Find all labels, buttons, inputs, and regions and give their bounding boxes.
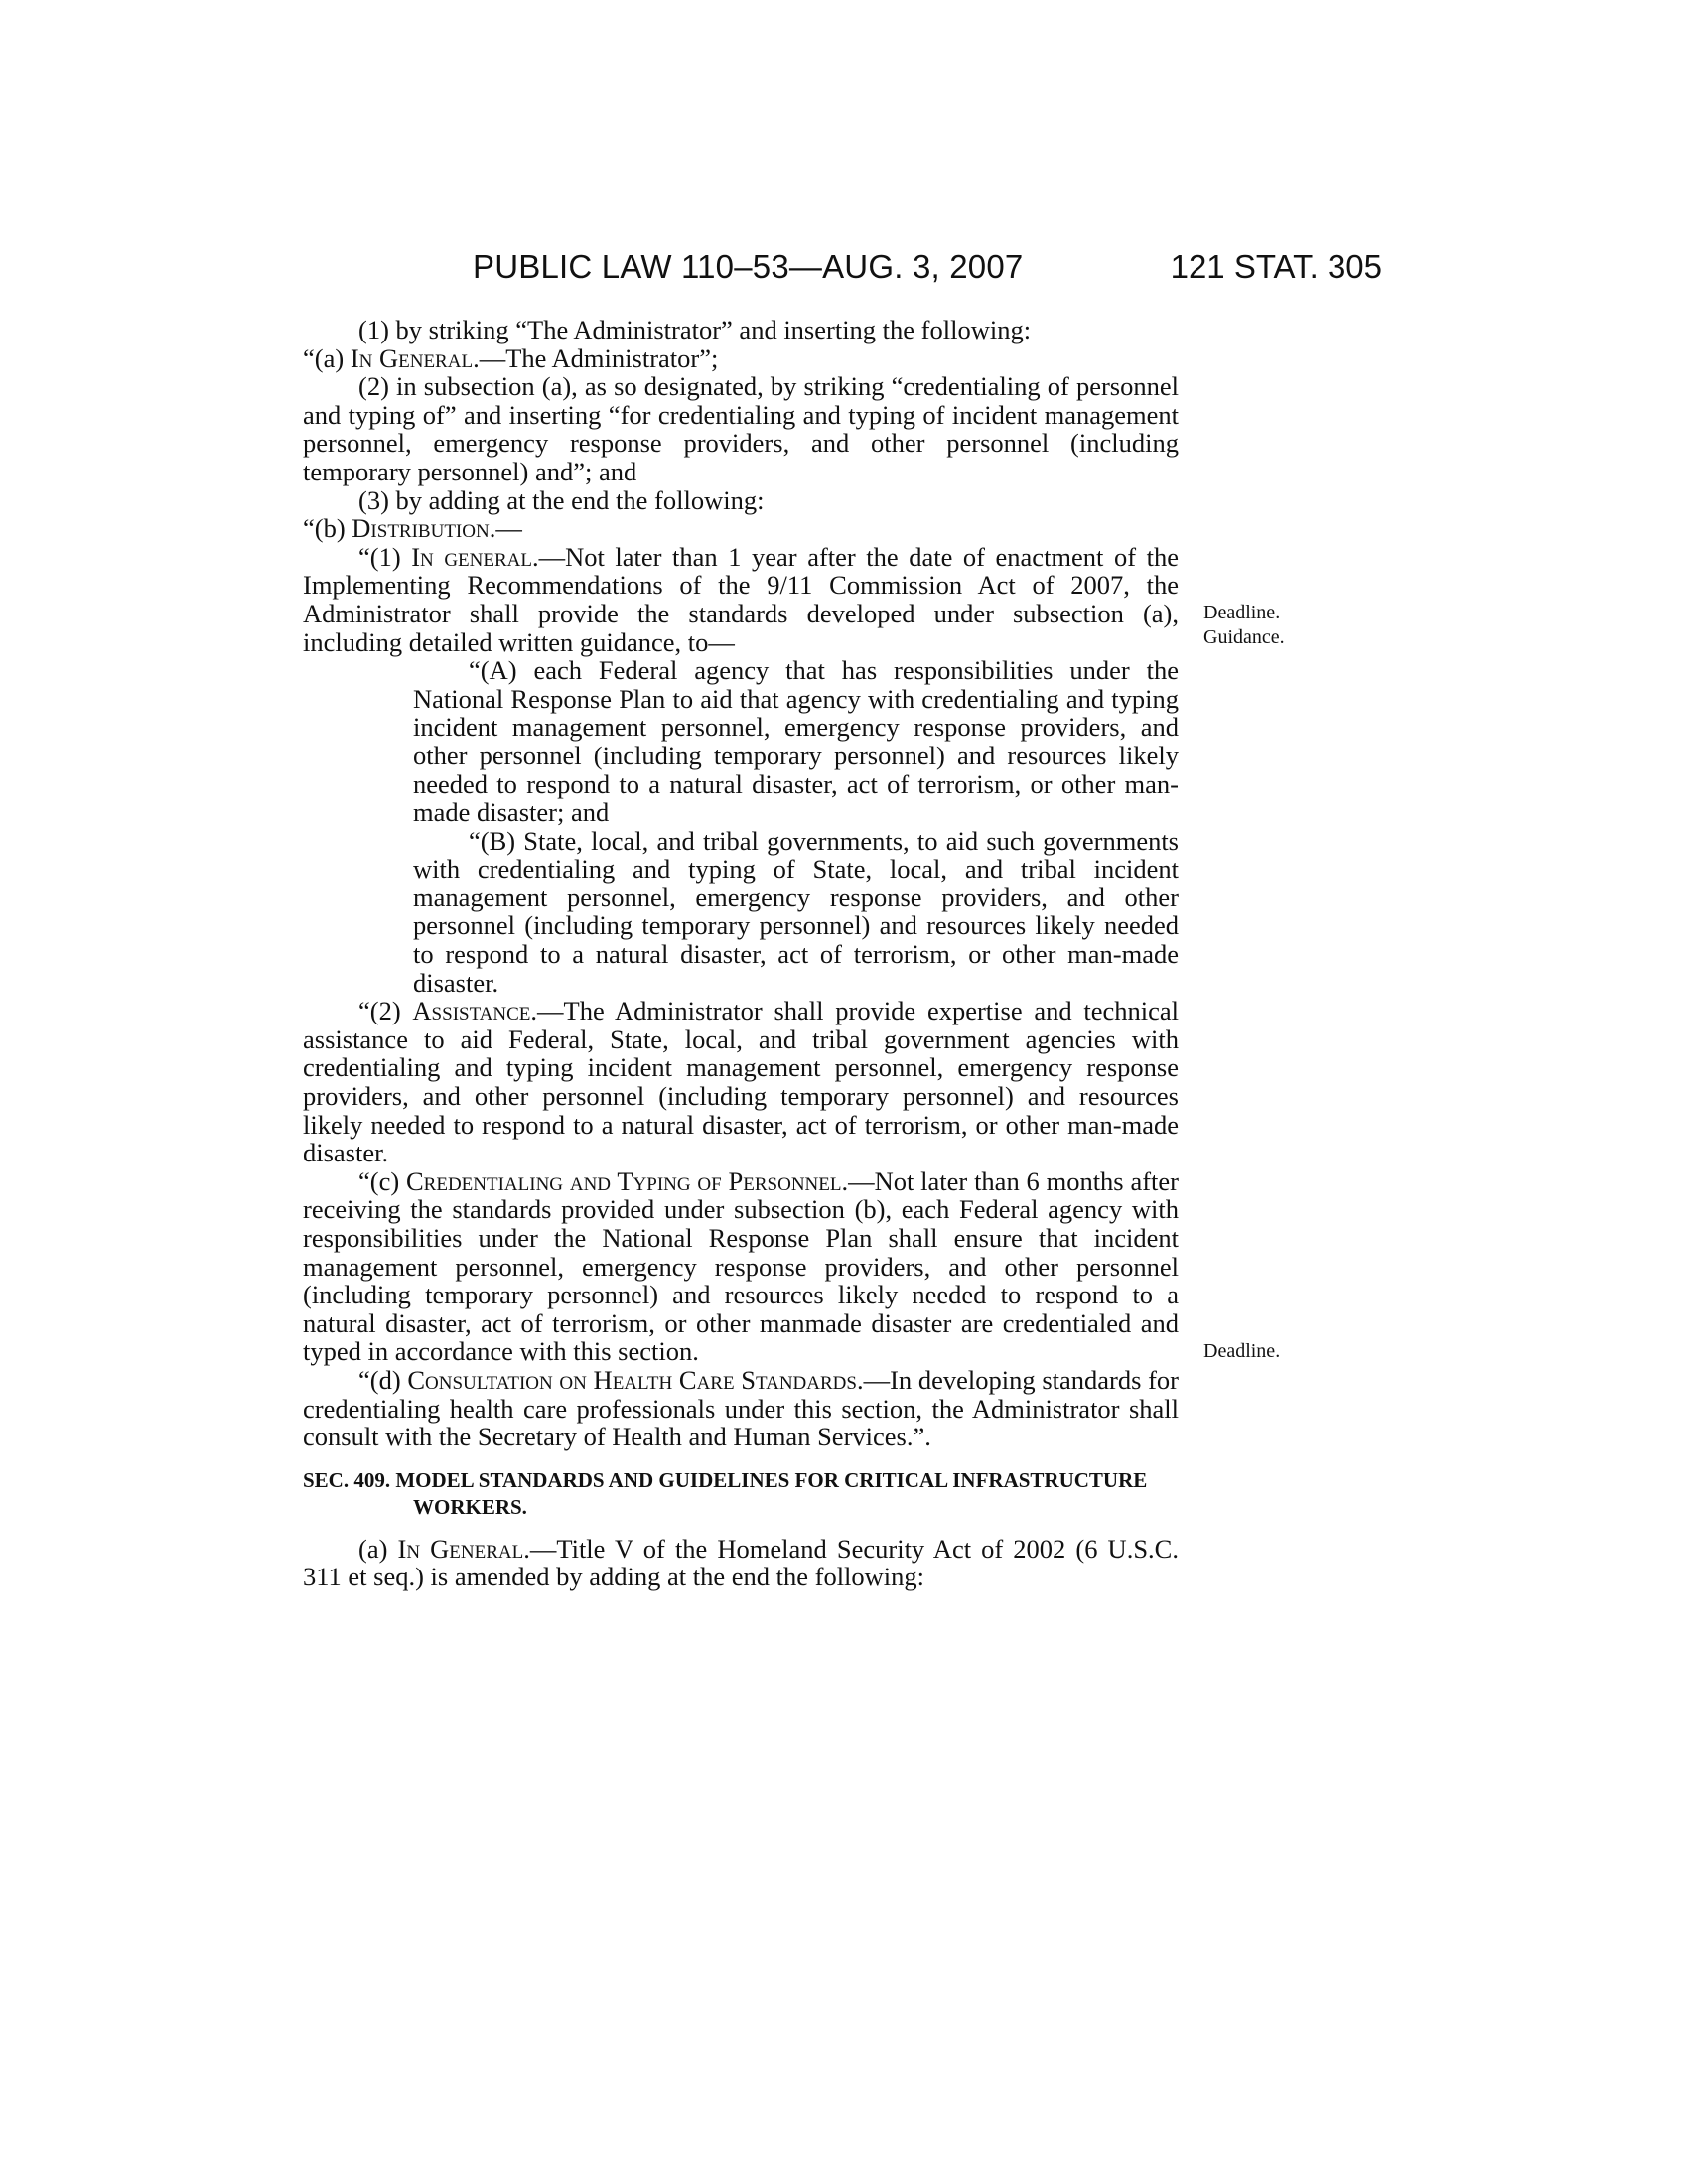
subsection-c: “(c) Credentialing and Typing of Personnel.—Not later than 6 months after receiving the standards provided under subsection (b), each Federal agency with responsibilities under the National Response Plan shall ensure that incident management personnel, emergency response providers, and other personnel (including temporary personnel) and resources likely needed to respond to a natural disaster, act of terrorism, or other manmade disaster are credentialed and typed in accordance with this section. xyxy=(303,1165,1179,1367)
amendment-item-3: (3) by adding at the end the following: xyxy=(358,484,765,515)
document-body xyxy=(303,316,1179,1591)
subparagraph-A: “(A) each Federal agency that has responsibilities under the National Response Plan to aid that agency with credentialing and typing incident management personnel, emergency response providers, and other personnel (including temporary personnel) and resources likely needed to respond to a natural disaster, act of terrorism, or other man-made disaster; and xyxy=(413,655,1179,828)
running-header-stat-page: 121 STAT. 305 xyxy=(1170,248,1382,285)
inserted-subsection-a-heading: “(a) In General.—The Administrator”; xyxy=(303,342,719,373)
subsection-d: “(d) Consultation on Health Care Standards.—In developing standards for credentialing health care professionals under this section, the Administrator shall consult with the Secretary of Health and Human Services.”. xyxy=(303,1364,1180,1452)
margin-note-guidance: Guidance. xyxy=(1203,626,1285,648)
subsection-b-heading: “(b) Distribution.— xyxy=(303,513,522,544)
subparagraph-block xyxy=(303,656,1179,997)
amendment-item-2: (2) in subsection (a), as so designated, by striking “credentialing of personnel and typing of” and inserting “for credentialing and typing of incident management personnel, emergency response providers, and other personnel (including temporary personnel) and”; and xyxy=(303,371,1179,486)
section-409-heading: SEC. 409. MODEL STANDARDS AND GUIDELINES FOR CRITICAL INFRASTRUCTURE WORKERS. xyxy=(303,1467,1148,1519)
subparagraph-B: “(B) State, local, and tribal governments, to aid such governments with credentialing and typing of State, local, and tribal incident management personnel, emergency response providers, and other personnel (including temporary personnel) and resources likely needed to respond to a natural disaster, act of terrorism, or other man-made disaster. xyxy=(413,825,1179,998)
margin-note-deadline-2: Deadline. xyxy=(1203,1340,1281,1362)
running-header-title: PUBLIC LAW 110–53—AUG. 3, 2007 xyxy=(473,248,1024,285)
amendment-item-1: (1) by striking “The Administrator” and inserting the following: xyxy=(358,315,1032,344)
margin-note-deadline: Deadline. xyxy=(1203,602,1281,623)
paragraph-b2: “(2) Assistance.—The Administrator shall provide expertise and technical assistance to aid Federal, State, local, and tribal government agencies with credentialing and typing incident management personnel, emergency response providers, and other personnel (including temporary personnel) and resources likely needed to respond to a natural disaster, act of terrorism, or other man-made disaster. xyxy=(303,996,1179,1168)
section-409-subsection-a: (a) In General.—Title V of the Homeland Security Act of 2002 (6 U.S.C. 311 et seq.) is amended by adding at the end the following: xyxy=(303,1533,1179,1592)
paragraph-b1: “(1) In general.—Not later than 1 year after the date of enactment of the Implementing Recommendations of the 9/11 Commission Act of 2007, the Administrator shall provide the standards developed under subsection (a), including detailed written guidance, to— xyxy=(303,541,1179,657)
